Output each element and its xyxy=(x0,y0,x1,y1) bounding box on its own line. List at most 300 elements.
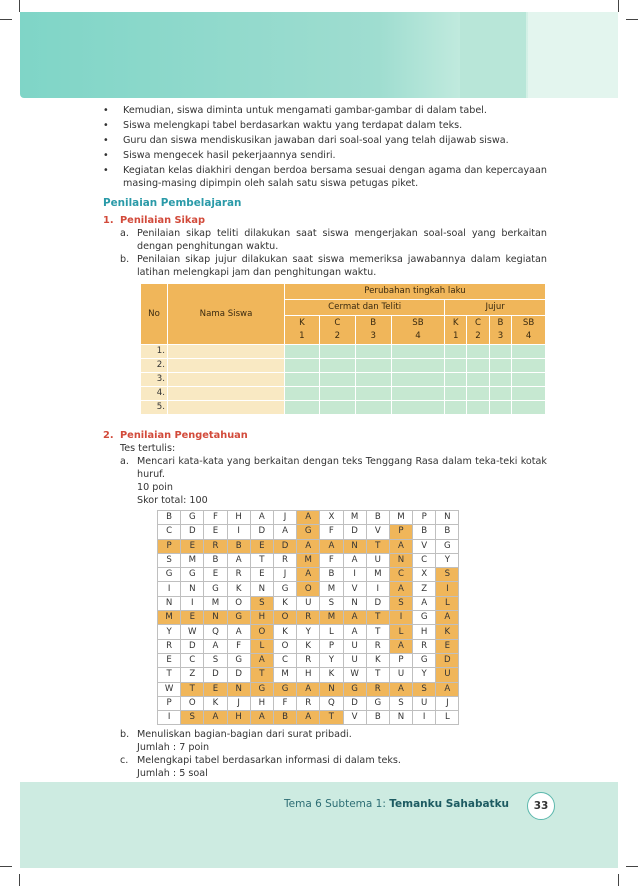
puzzle-cell: N xyxy=(343,596,366,610)
puzzle-cell: L xyxy=(320,625,343,639)
puzzle-cell: A xyxy=(389,639,412,653)
puzzle-cell: N xyxy=(320,682,343,696)
puzzle-cell: U xyxy=(436,668,459,682)
puzzle-cell: O xyxy=(250,625,273,639)
puzzle-row xyxy=(158,668,459,682)
puzzle-cell: E xyxy=(158,653,181,667)
puzzle-row xyxy=(158,539,459,553)
puzzle-cell: R xyxy=(273,553,296,567)
puzzle-cell: R xyxy=(297,653,320,667)
item-text: Melengkapi tabel berdasarkan informasi di dalam teks. xyxy=(137,755,401,767)
score-cell xyxy=(285,345,320,359)
puzzle-row xyxy=(158,696,459,710)
score-header: K 1 xyxy=(285,316,320,345)
puzzle-cell: E xyxy=(204,525,227,539)
puzzle-cell: P xyxy=(158,539,181,553)
puzzle-cell: N xyxy=(250,582,273,596)
puzzle-cell: N xyxy=(227,682,250,696)
page-number: 33 xyxy=(527,792,555,820)
row-number: 4. xyxy=(141,387,168,401)
puzzle-cell: A xyxy=(204,711,227,725)
score-cell xyxy=(285,401,320,415)
puzzle-cell: N xyxy=(204,611,227,625)
puzzle-row xyxy=(158,511,459,525)
score-cell xyxy=(319,345,355,359)
puzzle-cell: P xyxy=(389,525,412,539)
puzzle-cell: A xyxy=(297,682,320,696)
score-cell xyxy=(467,387,490,401)
score-cell xyxy=(285,373,320,387)
puzzle-cell: W xyxy=(158,682,181,696)
puzzle-cell: G xyxy=(158,568,181,582)
puzzle-cell: G xyxy=(181,511,204,525)
puzzle-cell: A xyxy=(389,582,412,596)
score-cell xyxy=(355,345,391,359)
word-search-grid xyxy=(157,510,459,725)
puzzle-cell: I xyxy=(389,611,412,625)
item-c-count: Jumlah : 5 soal xyxy=(137,768,208,780)
score-cell xyxy=(445,373,467,387)
col-header-perubahan: Perubahan tingkah laku xyxy=(285,284,546,300)
puzzle-cell: C xyxy=(413,553,436,567)
item-letter: a. xyxy=(120,456,129,467)
score-header: SB 4 xyxy=(512,316,546,345)
bullet-item: • Siswa mengecek hasil pekerjaannya sendiri. xyxy=(103,149,547,162)
puzzle-cell: A xyxy=(227,625,250,639)
puzzle-cell: T xyxy=(181,682,204,696)
puzzle-cell: X xyxy=(413,568,436,582)
footer-subtitle: Temanku Sahabatku xyxy=(389,798,510,810)
subsection-number: 1. xyxy=(103,215,114,226)
puzzle-cell: B xyxy=(273,711,296,725)
crop-mark xyxy=(19,0,20,12)
puzzle-row xyxy=(158,711,459,725)
score-cell xyxy=(467,345,490,359)
col-header-nama: Nama Siswa xyxy=(168,284,285,345)
puzzle-cell: S xyxy=(204,653,227,667)
puzzle-cell: A xyxy=(343,625,366,639)
score-cell xyxy=(285,359,320,373)
puzzle-cell: A xyxy=(227,553,250,567)
puzzle-cell: G xyxy=(436,539,459,553)
crop-mark xyxy=(0,19,12,20)
puzzle-cell: A xyxy=(297,539,320,553)
puzzle-cell: O xyxy=(227,596,250,610)
puzzle-cell: B xyxy=(366,511,389,525)
score-cell xyxy=(445,345,467,359)
score-header: SB 4 xyxy=(391,316,445,345)
puzzle-cell: J xyxy=(227,696,250,710)
puzzle-cell: M xyxy=(366,568,389,582)
puzzle-cell: D xyxy=(343,696,366,710)
score-cell xyxy=(512,401,546,415)
score-cell xyxy=(391,387,445,401)
item-letter: a. xyxy=(120,228,129,239)
subsection-1-title xyxy=(103,214,547,227)
puzzle-cell: S xyxy=(181,711,204,725)
puzzle-cell: G xyxy=(413,653,436,667)
header-light-block xyxy=(528,12,618,98)
col-header-no: No xyxy=(141,284,168,345)
item-letter: c. xyxy=(120,755,129,767)
puzzle-cell: P xyxy=(158,696,181,710)
puzzle-cell: S xyxy=(320,596,343,610)
puzzle-cell: E xyxy=(181,539,204,553)
puzzle-cell: Y xyxy=(320,653,343,667)
puzzle-cell: U xyxy=(413,696,436,710)
item-b xyxy=(120,728,547,741)
puzzle-cell: Q xyxy=(320,696,343,710)
puzzle-cell: D xyxy=(181,525,204,539)
score-cell xyxy=(489,345,511,359)
puzzle-cell: E xyxy=(204,568,227,582)
puzzle-cell: Y xyxy=(297,625,320,639)
puzzle-cell: Y xyxy=(158,625,181,639)
puzzle-cell: S xyxy=(389,696,412,710)
crop-mark xyxy=(626,866,638,867)
puzzle-cell: W xyxy=(181,625,204,639)
puzzle-cell: U xyxy=(366,553,389,567)
puzzle-cell: E xyxy=(204,682,227,696)
puzzle-cell: H xyxy=(250,696,273,710)
puzzle-cell: N xyxy=(436,511,459,525)
puzzle-cell: G xyxy=(227,653,250,667)
activity-bullets xyxy=(103,104,547,190)
student-name-cell xyxy=(168,401,285,415)
puzzle-cell: U xyxy=(297,596,320,610)
crop-mark xyxy=(618,0,619,12)
puzzle-cell: C xyxy=(158,525,181,539)
score-cell xyxy=(467,373,490,387)
subsection-number: 2. xyxy=(103,430,114,441)
puzzle-cell: S xyxy=(436,568,459,582)
puzzle-cell: T xyxy=(250,668,273,682)
puzzle-cell: P xyxy=(320,639,343,653)
puzzle-cell: F xyxy=(273,696,296,710)
row-number: 2. xyxy=(141,359,168,373)
score-header: B 3 xyxy=(489,316,511,345)
score-cell xyxy=(489,373,511,387)
puzzle-cell: U xyxy=(343,639,366,653)
puzzle-cell: M xyxy=(273,668,296,682)
score-header: C 2 xyxy=(319,316,355,345)
puzzle-cell: A xyxy=(436,611,459,625)
bullet-item: • Kemudian, siswa diminta untuk mengamati gambar-gambar di dalam tabel. xyxy=(103,104,547,117)
table-row xyxy=(141,359,546,373)
puzzle-cell: T xyxy=(320,711,343,725)
puzzle-cell: C xyxy=(389,568,412,582)
puzzle-cell: I xyxy=(436,582,459,596)
puzzle-cell: A xyxy=(343,611,366,625)
puzzle-cell: S xyxy=(389,596,412,610)
puzzle-cell: G xyxy=(366,696,389,710)
puzzle-cell: S xyxy=(250,596,273,610)
puzzle-cell: V xyxy=(413,539,436,553)
item-c xyxy=(120,754,547,767)
puzzle-cell: V xyxy=(343,711,366,725)
col-header-jujur: Jujur xyxy=(445,300,546,316)
puzzle-cell: I xyxy=(181,596,204,610)
puzzle-cell: N xyxy=(389,553,412,567)
puzzle-cell: D xyxy=(343,525,366,539)
puzzle-cell: H xyxy=(227,711,250,725)
puzzle-cell: I xyxy=(227,525,250,539)
item-text: Menuliskan bagian-bagian dari surat pribadi. xyxy=(137,729,352,741)
score-cell xyxy=(512,387,546,401)
puzzle-cell: G xyxy=(273,582,296,596)
puzzle-cell: O xyxy=(181,696,204,710)
puzzle-cell: F xyxy=(227,639,250,653)
puzzle-cell: H xyxy=(297,668,320,682)
bullet-item: • Kegiatan kelas diakhiri dengan berdoa bersama sesuai dengan agama dan kepercayaan masing-masing dipimpin oleh salah satu siswa petugas piket. xyxy=(103,164,547,190)
puzzle-cell: Y xyxy=(413,668,436,682)
subsection-label: Penilaian Pengetahuan xyxy=(120,430,248,441)
puzzle-cell: G xyxy=(204,582,227,596)
puzzle-cell: K xyxy=(204,696,227,710)
puzzle-cell: C xyxy=(181,653,204,667)
puzzle-cell: X xyxy=(320,511,343,525)
puzzle-cell: D xyxy=(227,668,250,682)
score-cell xyxy=(319,387,355,401)
table-row xyxy=(141,345,546,359)
puzzle-cell: I xyxy=(158,711,181,725)
puzzle-cell: E xyxy=(250,539,273,553)
puzzle-cell: O xyxy=(297,582,320,596)
puzzle-cell: U xyxy=(343,653,366,667)
puzzle-cell: I xyxy=(343,568,366,582)
puzzle-row xyxy=(158,625,459,639)
puzzle-cell: K xyxy=(297,639,320,653)
score-cell xyxy=(467,359,490,373)
puzzle-cell: B xyxy=(413,525,436,539)
student-name-cell xyxy=(168,345,285,359)
puzzle-cell: K xyxy=(320,668,343,682)
puzzle-cell: M xyxy=(204,596,227,610)
puzzle-cell: K xyxy=(227,582,250,596)
puzzle-cell: F xyxy=(320,525,343,539)
puzzle-cell: K xyxy=(273,625,296,639)
item-text: Penilaian sikap jujur dilakukan saat siswa memeriksa jawabannya dalam kegiatan latihan melengkapi jam dan penghitungan waktu. xyxy=(137,254,547,278)
puzzle-cell: D xyxy=(273,539,296,553)
puzzle-cell: J xyxy=(436,696,459,710)
row-number: 5. xyxy=(141,401,168,415)
page-content xyxy=(103,104,547,780)
puzzle-cell: S xyxy=(158,553,181,567)
puzzle-cell: I xyxy=(413,711,436,725)
puzzle-cell: T xyxy=(158,668,181,682)
item-a-points: 10 poin xyxy=(137,482,173,493)
subsection-2-body xyxy=(103,442,547,507)
puzzle-cell: R xyxy=(158,639,181,653)
score-cell xyxy=(489,401,511,415)
puzzle-cell: Q xyxy=(204,625,227,639)
puzzle-cell: T xyxy=(366,539,389,553)
puzzle-cell: R xyxy=(204,539,227,553)
puzzle-cell: R xyxy=(297,696,320,710)
puzzle-cell: D xyxy=(366,596,389,610)
crop-mark xyxy=(618,874,619,886)
item-a-total: Skor total: 100 xyxy=(137,495,208,506)
table-row xyxy=(141,401,546,415)
puzzle-cell: N xyxy=(181,582,204,596)
score-cell xyxy=(512,345,546,359)
footer-prefix: Tema 6 Subtema 1: xyxy=(284,798,390,810)
puzzle-cell: K xyxy=(366,653,389,667)
puzzle-cell: Z xyxy=(413,582,436,596)
puzzle-cell: D xyxy=(250,525,273,539)
puzzle-cell: A xyxy=(250,711,273,725)
score-cell xyxy=(355,387,391,401)
item-b xyxy=(120,253,547,279)
item-a xyxy=(120,227,547,253)
bullet-item: • Siswa melengkapi tabel berdasarkan waktu yang terdapat dalam teks. xyxy=(103,119,547,132)
puzzle-cell: H xyxy=(250,611,273,625)
puzzle-cell: B xyxy=(204,553,227,567)
score-cell xyxy=(355,373,391,387)
student-name-cell xyxy=(168,373,285,387)
puzzle-cell: M xyxy=(297,553,320,567)
puzzle-cell: B xyxy=(320,568,343,582)
crop-mark xyxy=(626,19,638,20)
puzzle-cell: A xyxy=(204,639,227,653)
puzzle-cell: A xyxy=(273,525,296,539)
puzzle-row xyxy=(158,553,459,567)
score-cell xyxy=(391,359,445,373)
score-cell xyxy=(512,373,546,387)
puzzle-cell: A xyxy=(297,568,320,582)
score-cell xyxy=(445,387,467,401)
score-cell xyxy=(319,401,355,415)
score-header: B 3 xyxy=(355,316,391,345)
puzzle-row xyxy=(158,653,459,667)
puzzle-cell: N xyxy=(343,539,366,553)
puzzle-cell: Z xyxy=(181,668,204,682)
table-body xyxy=(141,345,546,415)
puzzle-cell: T xyxy=(366,668,389,682)
puzzle-cell: G xyxy=(413,611,436,625)
puzzle-cell: G xyxy=(273,682,296,696)
puzzle-cell: I xyxy=(158,582,181,596)
puzzle-cell: M xyxy=(181,553,204,567)
puzzle-cell: L xyxy=(389,625,412,639)
score-header: K 1 xyxy=(445,316,467,345)
item-text: Mencari kata-kata yang berkaitan dengan teks Tenggang Rasa dalam teka-teki kotak huruf. xyxy=(137,456,547,480)
row-number: 1. xyxy=(141,345,168,359)
puzzle-cell: P xyxy=(413,511,436,525)
puzzle-row xyxy=(158,596,459,610)
crop-mark xyxy=(19,874,20,886)
subsection-2-title xyxy=(103,429,547,442)
puzzle-cell: L xyxy=(250,639,273,653)
puzzle-cell: D xyxy=(436,653,459,667)
puzzle-cell: S xyxy=(413,682,436,696)
puzzle-cell: B xyxy=(158,511,181,525)
score-header: C 2 xyxy=(467,316,490,345)
subsection-label: Penilaian Sikap xyxy=(120,215,206,226)
puzzle-cell: J xyxy=(273,511,296,525)
score-cell xyxy=(391,373,445,387)
test-intro: Tes tertulis: xyxy=(120,443,176,454)
puzzle-cell: M xyxy=(320,582,343,596)
puzzle-cell: A xyxy=(389,539,412,553)
score-cell xyxy=(467,401,490,415)
puzzle-cell: A xyxy=(297,711,320,725)
puzzle-cell: R xyxy=(227,568,250,582)
puzzle-cell: A xyxy=(389,682,412,696)
puzzle-cell: G xyxy=(227,611,250,625)
puzzle-cell: G xyxy=(343,682,366,696)
puzzle-cell: H xyxy=(413,625,436,639)
puzzle-cell: R xyxy=(366,639,389,653)
attitude-assessment-table xyxy=(140,283,546,415)
puzzle-cell: A xyxy=(250,653,273,667)
puzzle-cell: R xyxy=(413,639,436,653)
puzzle-cell: V xyxy=(366,525,389,539)
puzzle-cell: A xyxy=(250,511,273,525)
puzzle-cell: D xyxy=(181,639,204,653)
puzzle-cell: A xyxy=(436,682,459,696)
puzzle-cell: M xyxy=(389,511,412,525)
puzzle-row xyxy=(158,611,459,625)
col-header-cermat: Cermat dan Teliti xyxy=(285,300,445,316)
item-a xyxy=(120,455,547,481)
puzzle-cell: O xyxy=(273,611,296,625)
puzzle-cell: M xyxy=(320,611,343,625)
table-row xyxy=(141,387,546,401)
score-cell xyxy=(355,401,391,415)
puzzle-cell: J xyxy=(273,568,296,582)
puzzle-cell: A xyxy=(343,553,366,567)
student-name-cell xyxy=(168,359,285,373)
item-letter: b. xyxy=(120,254,130,265)
item-b-count: Jumlah : 7 poin xyxy=(137,742,210,754)
score-cell xyxy=(355,359,391,373)
puzzle-cell: R xyxy=(366,682,389,696)
item-letter: b. xyxy=(120,729,130,741)
puzzle-row xyxy=(158,568,459,582)
puzzle-cell: K xyxy=(273,596,296,610)
puzzle-cell: T xyxy=(366,611,389,625)
score-cell xyxy=(445,359,467,373)
score-cell xyxy=(391,345,445,359)
puzzle-cell: F xyxy=(320,553,343,567)
puzzle-cell: R xyxy=(297,611,320,625)
puzzle-cell: E xyxy=(181,611,204,625)
score-cell xyxy=(319,359,355,373)
puzzle-cell: M xyxy=(343,511,366,525)
table-row xyxy=(141,373,546,387)
puzzle-row xyxy=(158,582,459,596)
row-number: 3. xyxy=(141,373,168,387)
header-accent-strip xyxy=(460,12,526,98)
puzzle-row xyxy=(158,525,459,539)
footer-band xyxy=(20,782,618,868)
puzzle-cell: E xyxy=(250,568,273,582)
puzzle-cell: L xyxy=(436,711,459,725)
score-cell xyxy=(489,359,511,373)
crop-mark xyxy=(0,866,12,867)
puzzle-cell: W xyxy=(343,668,366,682)
score-cell xyxy=(285,387,320,401)
puzzle-cell: M xyxy=(158,611,181,625)
puzzle-cell: P xyxy=(389,653,412,667)
puzzle-cell: B xyxy=(227,539,250,553)
puzzle-cell: H xyxy=(227,511,250,525)
score-cell xyxy=(445,401,467,415)
score-cell xyxy=(391,401,445,415)
puzzle-cell: E xyxy=(436,639,459,653)
puzzle-cell: T xyxy=(366,625,389,639)
